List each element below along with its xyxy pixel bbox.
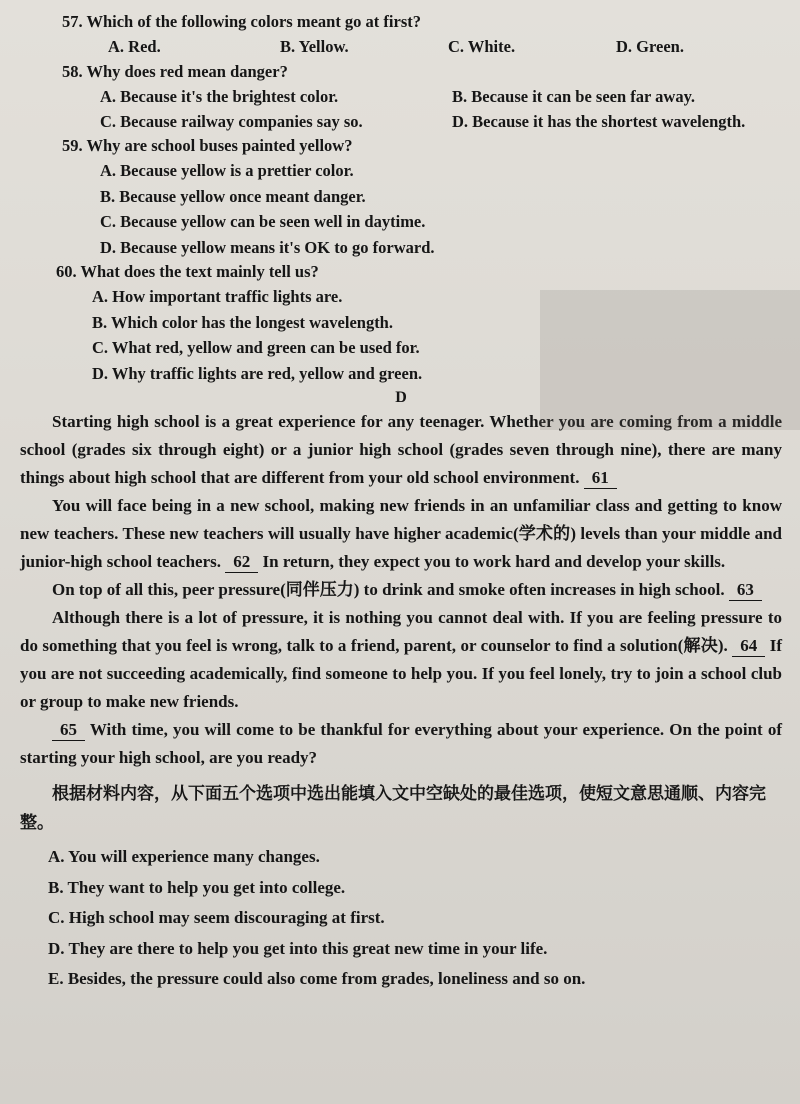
blank-63[interactable]: 63 bbox=[729, 580, 762, 601]
option-c[interactable]: C. What red, yellow and green can be used for. bbox=[92, 338, 420, 357]
option-a[interactable]: A. Because it's the brightest color. bbox=[100, 87, 339, 106]
paragraph-2 bbox=[20, 492, 782, 576]
choice-d[interactable]: D. They are there to help you get into this great new time in your life. bbox=[48, 938, 548, 958]
options-list bbox=[20, 158, 782, 260]
instruction-text: 根据材料内容，从下面五个选项中选出能填入文中空缺处的最佳选项，使短文意思通顺、内容完整。 bbox=[20, 784, 766, 833]
question-60 bbox=[20, 260, 782, 386]
blank-61[interactable]: 61 bbox=[584, 468, 617, 489]
paragraph-text: Starting high school is a great experience for any teenager. Whether you are coming from a middle school (grades six through eight) or a junior high school (grades seven through nine), there are many things about high school that are different from your old school environment. bbox=[20, 412, 782, 487]
option-d[interactable]: D. Why traffic lights are red, yellow and green. bbox=[92, 363, 423, 383]
choice-a[interactable]: A. You will experience many changes. bbox=[48, 847, 320, 866]
paragraph-text: With time, you will come to be thankful for everything about your experience. On the point of starting your high school, are you ready? bbox=[20, 720, 782, 767]
option-a[interactable]: A. Because yellow is a prettier color. bbox=[100, 161, 354, 180]
option-d[interactable]: D. Because yellow means it's OK to go forward. bbox=[100, 237, 435, 257]
choice-c[interactable]: C. High school may seem discouraging at first. bbox=[48, 908, 385, 927]
question-57 bbox=[20, 10, 782, 60]
option-c[interactable]: C. Because railway companies say so. bbox=[100, 112, 363, 131]
options-row bbox=[20, 34, 782, 60]
paragraph-text: On top of all this, peer pressure(同伴压力) to drink and smoke often increases in high school. bbox=[52, 580, 725, 599]
option-c[interactable]: C. White. bbox=[448, 37, 516, 56]
option-b[interactable]: B. Which color has the longest wavelength. bbox=[92, 312, 393, 332]
section-heading: D bbox=[395, 389, 407, 406]
paragraph-text: If you are not succeeding academically, find someone to help you. If you feel lonely, try to join a school club or group to make new friends. bbox=[20, 636, 782, 711]
option-d[interactable]: D. Green. bbox=[616, 37, 684, 56]
question-stem: 60. What does the text mainly tell us? bbox=[56, 262, 319, 281]
question-stem: 59. Why are school buses painted yellow? bbox=[62, 136, 353, 155]
paragraph-4 bbox=[20, 604, 782, 716]
option-a[interactable]: A. How important traffic lights are. bbox=[92, 287, 343, 306]
question-59 bbox=[20, 134, 782, 260]
option-c[interactable]: C. Because yellow can be seen well in daytime. bbox=[100, 212, 426, 231]
paragraph-text: In return, they expect you to work hard and develop your skills. bbox=[262, 552, 726, 571]
question-58 bbox=[20, 60, 782, 134]
choice-b[interactable]: B. They want to help you get into college. bbox=[48, 877, 346, 897]
choice-list bbox=[20, 842, 782, 995]
option-b[interactable]: B. Yellow. bbox=[280, 37, 349, 56]
options-grid bbox=[20, 84, 782, 134]
option-b[interactable]: B. Because yellow once meant danger. bbox=[100, 186, 366, 206]
options-list bbox=[20, 284, 782, 386]
question-stem: 57. Which of the following colors meant go at first? bbox=[62, 12, 421, 31]
blank-65[interactable]: 65 bbox=[52, 720, 85, 741]
option-b[interactable]: B. Because it can be seen far away. bbox=[452, 87, 696, 106]
blank-62[interactable]: 62 bbox=[225, 552, 258, 573]
option-a[interactable]: A. Red. bbox=[108, 37, 161, 56]
paragraph-5 bbox=[20, 716, 782, 772]
paragraph-1 bbox=[20, 408, 782, 492]
paragraph-text: Although there is a lot of pressure, it is nothing you cannot deal with. If you are feeling pressure to do something that you feel is wrong, talk to a friend, parent, or counselor to find a solution(解决). bbox=[20, 608, 782, 655]
blank-64[interactable]: 64 bbox=[732, 636, 765, 657]
passage bbox=[20, 408, 782, 772]
paragraph-text: You will face being in a new school, making new friends in an unfamiliar class and getting to know new teachers. These new teachers will usually have higher academic(学术的) levels than your middle and junior-high school teachers. bbox=[20, 496, 782, 571]
choice-e[interactable]: E. Besides, the pressure could also come from grades, loneliness and so on. bbox=[48, 969, 586, 988]
paragraph-3 bbox=[20, 576, 782, 604]
option-d[interactable]: D. Because it has the shortest wavelength. bbox=[452, 112, 746, 131]
question-stem: 58. Why does red mean danger? bbox=[62, 62, 288, 81]
